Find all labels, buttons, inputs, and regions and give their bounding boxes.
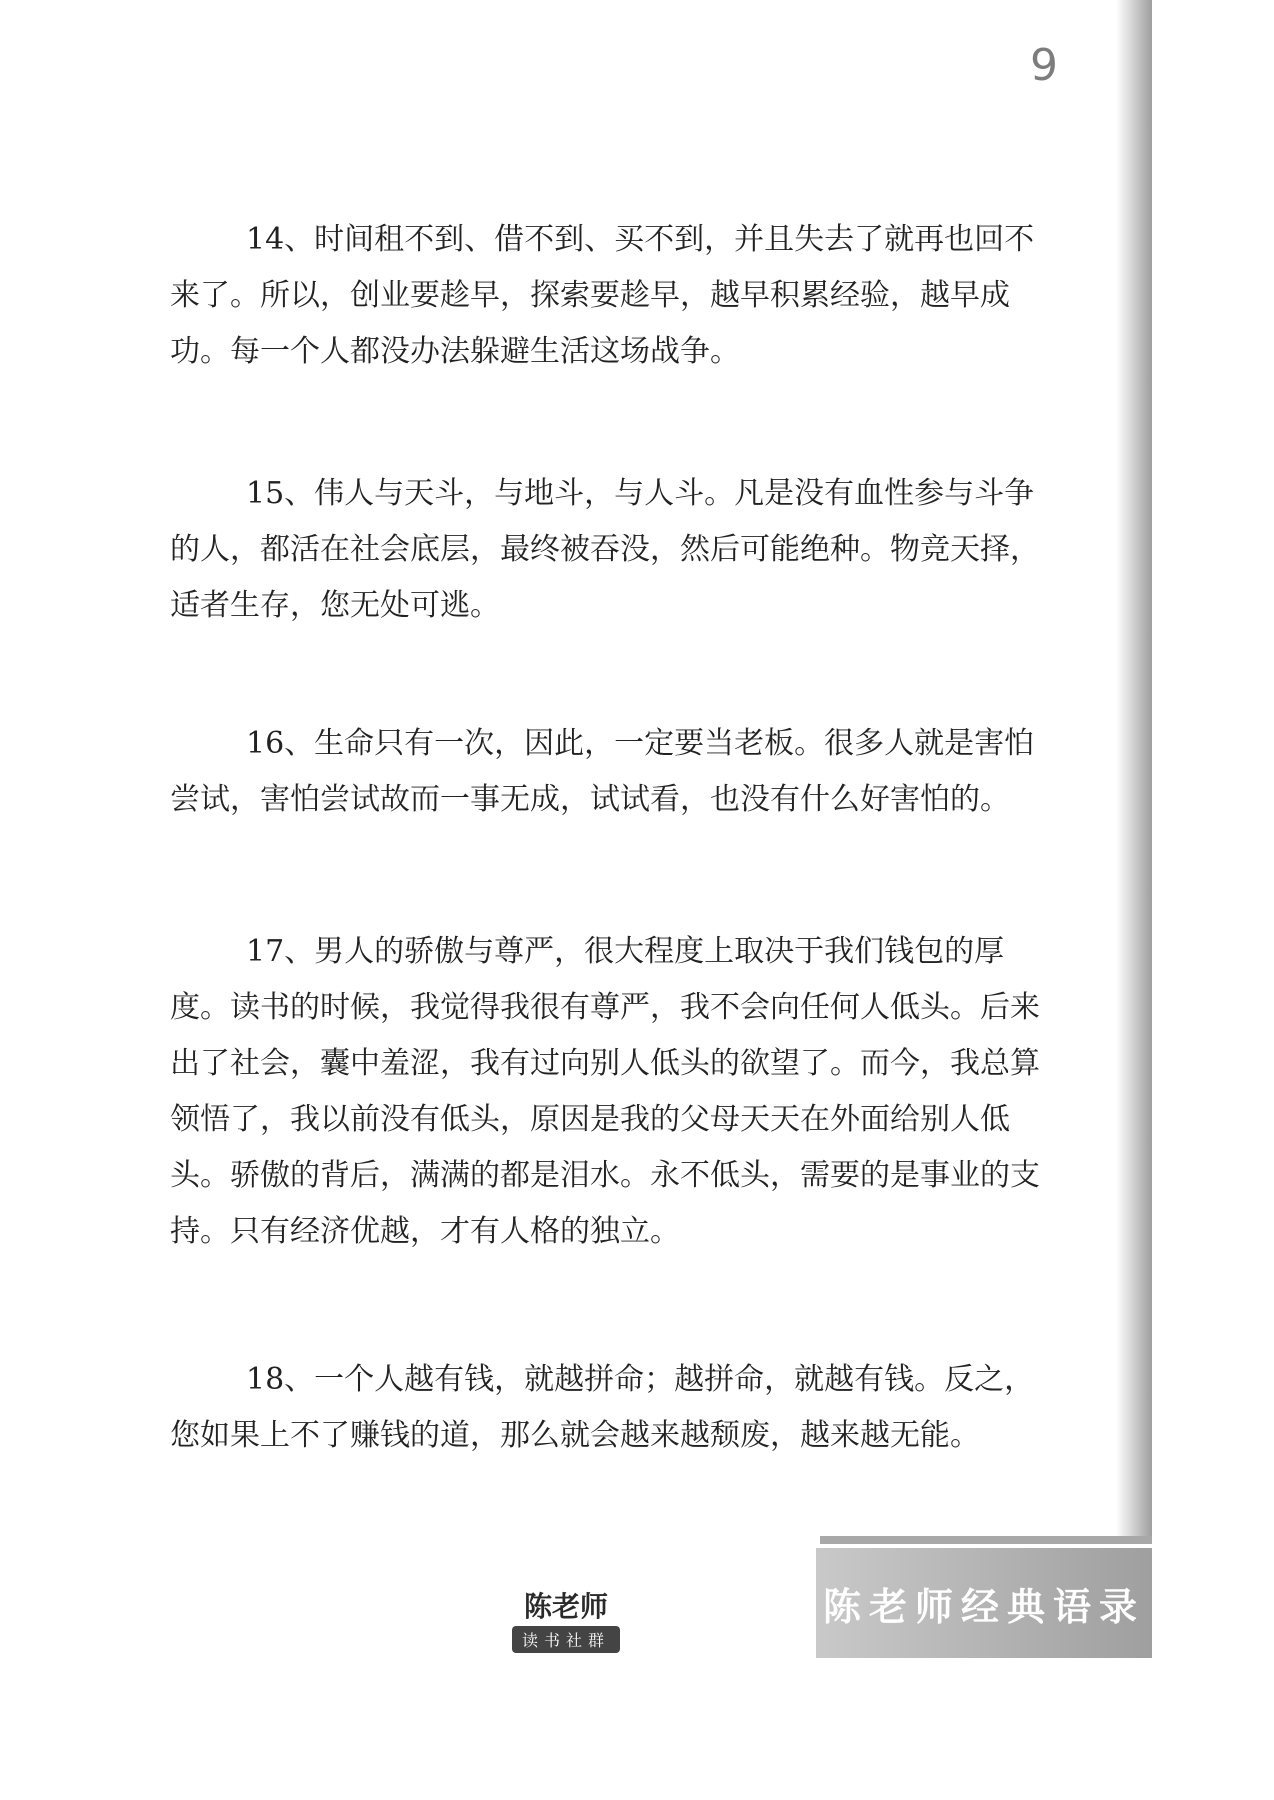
logo-subtitle: 读书社群 [512, 1626, 620, 1653]
band-corner-line [820, 1536, 1152, 1544]
quote-paragraph-16: 16、生命只有一次，因此，一定要当老板。很多人就是害怕尝试，害怕尝试故而一事无成，试试看，也没有什么好害怕的。 [170, 726, 1035, 817]
quote-paragraph-18: 18、一个人越有钱，就越拼命；越拼命，就越有钱。反之，您如果上不了赚钱的道，那么就会越来越颓废，越来越无能。 [170, 1362, 1035, 1453]
book-title-banner [816, 1548, 1152, 1658]
quote-paragraph-14: 14、时间租不到、借不到、买不到，并且失去了就再也回不来了。所以，创业要趁早，探索要趁早，越早积累经验，越早成功。每一个人都没办法躲避生活这场战争。 [170, 222, 1035, 369]
side-decorative-band [1116, 0, 1152, 1540]
page-number: 9 [1030, 40, 1058, 91]
banner-text: 陈老师经典语录 [822, 1583, 1145, 1629]
quote-paragraph-17: 17、男人的骄傲与尊严，很大程度上取决于我们钱包的厚度。读书的时候，我觉得我很有尊严，我不会向任何人低头。后来出了社会，囊中羞涩，我有过向别人低头的欲望了。而今，我总算领悟了，我以前没有低头，原因是我的父母天天在外面给别人低头。骄傲的背后，满满的都是泪水。永不低头，需要的是事业的支持。只有经济优越，才有人格的独立。 [170, 934, 1040, 1249]
reading-group-logo [506, 1590, 626, 1653]
logo-title: 陈老师 [523, 1590, 608, 1623]
quote-paragraph-15: 15、伟人与天斗，与地斗，与人斗。凡是没有血性参与斗争的人，都活在社会底层，最终被吞没，然后可能绝种。物竞天择，适者生存，您无处可逃。 [170, 476, 1040, 623]
